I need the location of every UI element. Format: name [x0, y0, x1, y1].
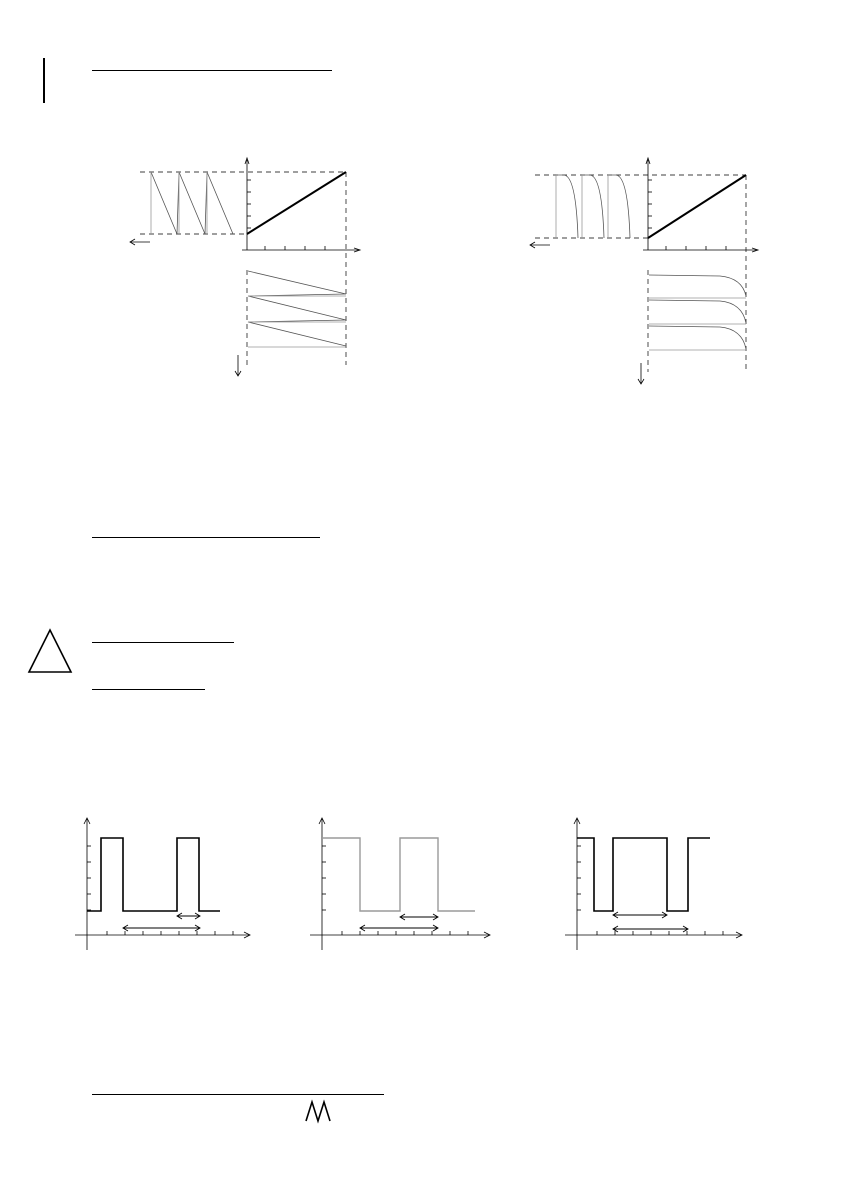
period-arrows — [360, 914, 438, 931]
warning-rule-2 — [92, 689, 205, 690]
warning-triangle-icon — [27, 628, 73, 674]
time-arrow-down — [638, 363, 644, 384]
output-curved-ramps — [649, 275, 746, 350]
period-arrows — [613, 912, 688, 932]
time-arrow-down — [235, 355, 241, 376]
warning-rule-1 — [92, 642, 234, 643]
pulse-plot-narrow — [70, 810, 260, 960]
pulse-waveform — [87, 838, 220, 911]
time-arrow-left — [130, 239, 150, 245]
pulse-waveform — [322, 838, 475, 911]
dashed-guides — [140, 172, 346, 365]
section-rule-3 — [92, 1094, 384, 1095]
transfer-figure-sawtooth — [120, 150, 380, 390]
section-rule-1 — [92, 70, 332, 71]
pulse-waveform — [577, 838, 710, 911]
pulse-plot-medium — [305, 810, 495, 960]
transfer-line — [247, 172, 346, 234]
section-rule-2 — [92, 537, 320, 538]
margin-bar — [43, 58, 45, 103]
period-arrows — [123, 913, 200, 931]
time-arrow-left — [530, 242, 550, 248]
dashed-guides — [535, 175, 746, 372]
input-sawtooth — [151, 172, 233, 234]
pulse-plot-wide — [560, 810, 750, 960]
transfer-line — [648, 175, 746, 238]
input-curved-ramps — [556, 175, 630, 238]
transfer-figure-curved — [520, 150, 780, 390]
output-sawtooth — [248, 271, 346, 347]
triangle-wave-icon — [305, 1100, 331, 1122]
